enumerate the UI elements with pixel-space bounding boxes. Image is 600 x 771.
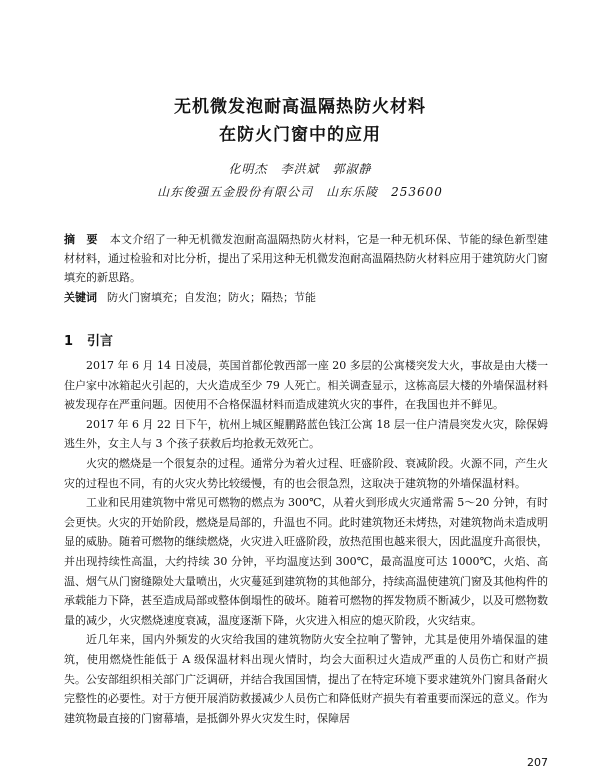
paper-title-line-1: 无机微发泡耐高温隔热防火材料 — [174, 97, 426, 117]
paragraph: 火灾的燃烧是一个很复杂的过程。通常分为着火过程、旺盛阶段、衰减阶段。火源不同，产生火灾的过程也不同，有的火灾火势比较缓慢，有的也会很急烈，这取决于建筑物的外墙保温材料。 — [64, 456, 548, 490]
keywords — [64, 288, 548, 307]
abstract — [64, 230, 548, 287]
paragraph: 近几年来，国内外频发的火灾给我国的建筑物防火安全拉响了警钟，尤其是使用外墙保温的建筑，使用燃烧性能低于 A 级保温材料出现火情时，均会大面积过火造成严重的人员伤亡和财产损失。公安部组织相关部门广泛调研，并结合我国国情，提出了在特定环境下要求建筑外门窗具备耐火完整性的必要性。对于方便开展消防救援减少人员伤亡和降低财产损失有着重要而深远的意义。作为建筑物最直接的门窗幕墙，是抵御外界火灾发生时，保障居 — [64, 633, 548, 725]
section-number: 1 — [64, 334, 74, 349]
body-text — [64, 356, 548, 728]
keywords-label: 关键词 — [64, 291, 97, 304]
section-heading — [64, 330, 113, 349]
author-list: 化明杰 李洪斌 郭淑静 — [228, 162, 372, 176]
paragraph: 2017 年 6 月 14 日凌晨，英国首都伦敦西部一座 20 多层的公寓楼突发大火，事故是由大楼一住户家中冰箱起火引起的，大火造成至少 79 人死亡。相关调查显示，这栋高层大楼的外墙保温材料被发现存在严重问题。因使用不合格保温材料而造成建筑火灾的事件，在我国也并不鲜见。 — [64, 359, 548, 412]
section-title: 引言 — [87, 334, 114, 349]
page-number: 207 — [527, 756, 548, 769]
abstract-text: 本文介绍了一种无机微发泡耐高温隔热防火材料，它是一种无机环保、节能的绿色新型建材材料，通过检验和对比分析，提出了采用这种无机微发泡耐高温隔热防火材料应用于建筑防火门窗填充的新思路。 — [64, 233, 548, 284]
keywords-text: 防火门窗填充；自发泡；防火；隔热；节能 — [107, 291, 316, 304]
paper-title-line-2: 在防火门窗中的应用 — [219, 125, 381, 145]
abstract-label: 摘 要 — [64, 233, 98, 246]
paragraph: 2017 年 6 月 22 日下午，杭州上城区鲲鹏路蓝色钱江公寓 18 层一住户清晨突发火灾，除保姆逃生外，女主人与 3 个孩子获救后均抢救无效死亡。 — [64, 417, 548, 451]
paragraph: 工业和民用建筑物中常见可燃物的燃点为 300℃，从着火到形成火灾通常需 5～20 分钟，有时会更快。火灾的开始阶段，燃烧是局部的，升温也不同。此时建筑物还未烤热，对建筑物尚未造成明显的威胁。随着可燃物的继续燃烧，火灾进入旺盛阶段，放热范围也越来很大，因此温度升高很快，并出现持续性高温，大约持续 30 分钟，平均温度达到 300℃，最高温度可达 1000℃，火焰、高温、烟气从门窗缝隙处大量喷出，火灾蔓延到建筑物的其他部分，持续高温使建筑门窗及其他构件的承载能力下降，甚至造成局部或整体倒塌性的破坏。随着可燃物的挥发物质不断减少，以及可燃物数量的减少，火灾燃烧速度衰减，温度逐渐下降，火灾进入相应的熄灭阶段，火灾结束。 — [64, 496, 548, 627]
author-affiliation: 山东俊强五金股份有限公司 山东乐陵 253600 — [157, 185, 443, 199]
